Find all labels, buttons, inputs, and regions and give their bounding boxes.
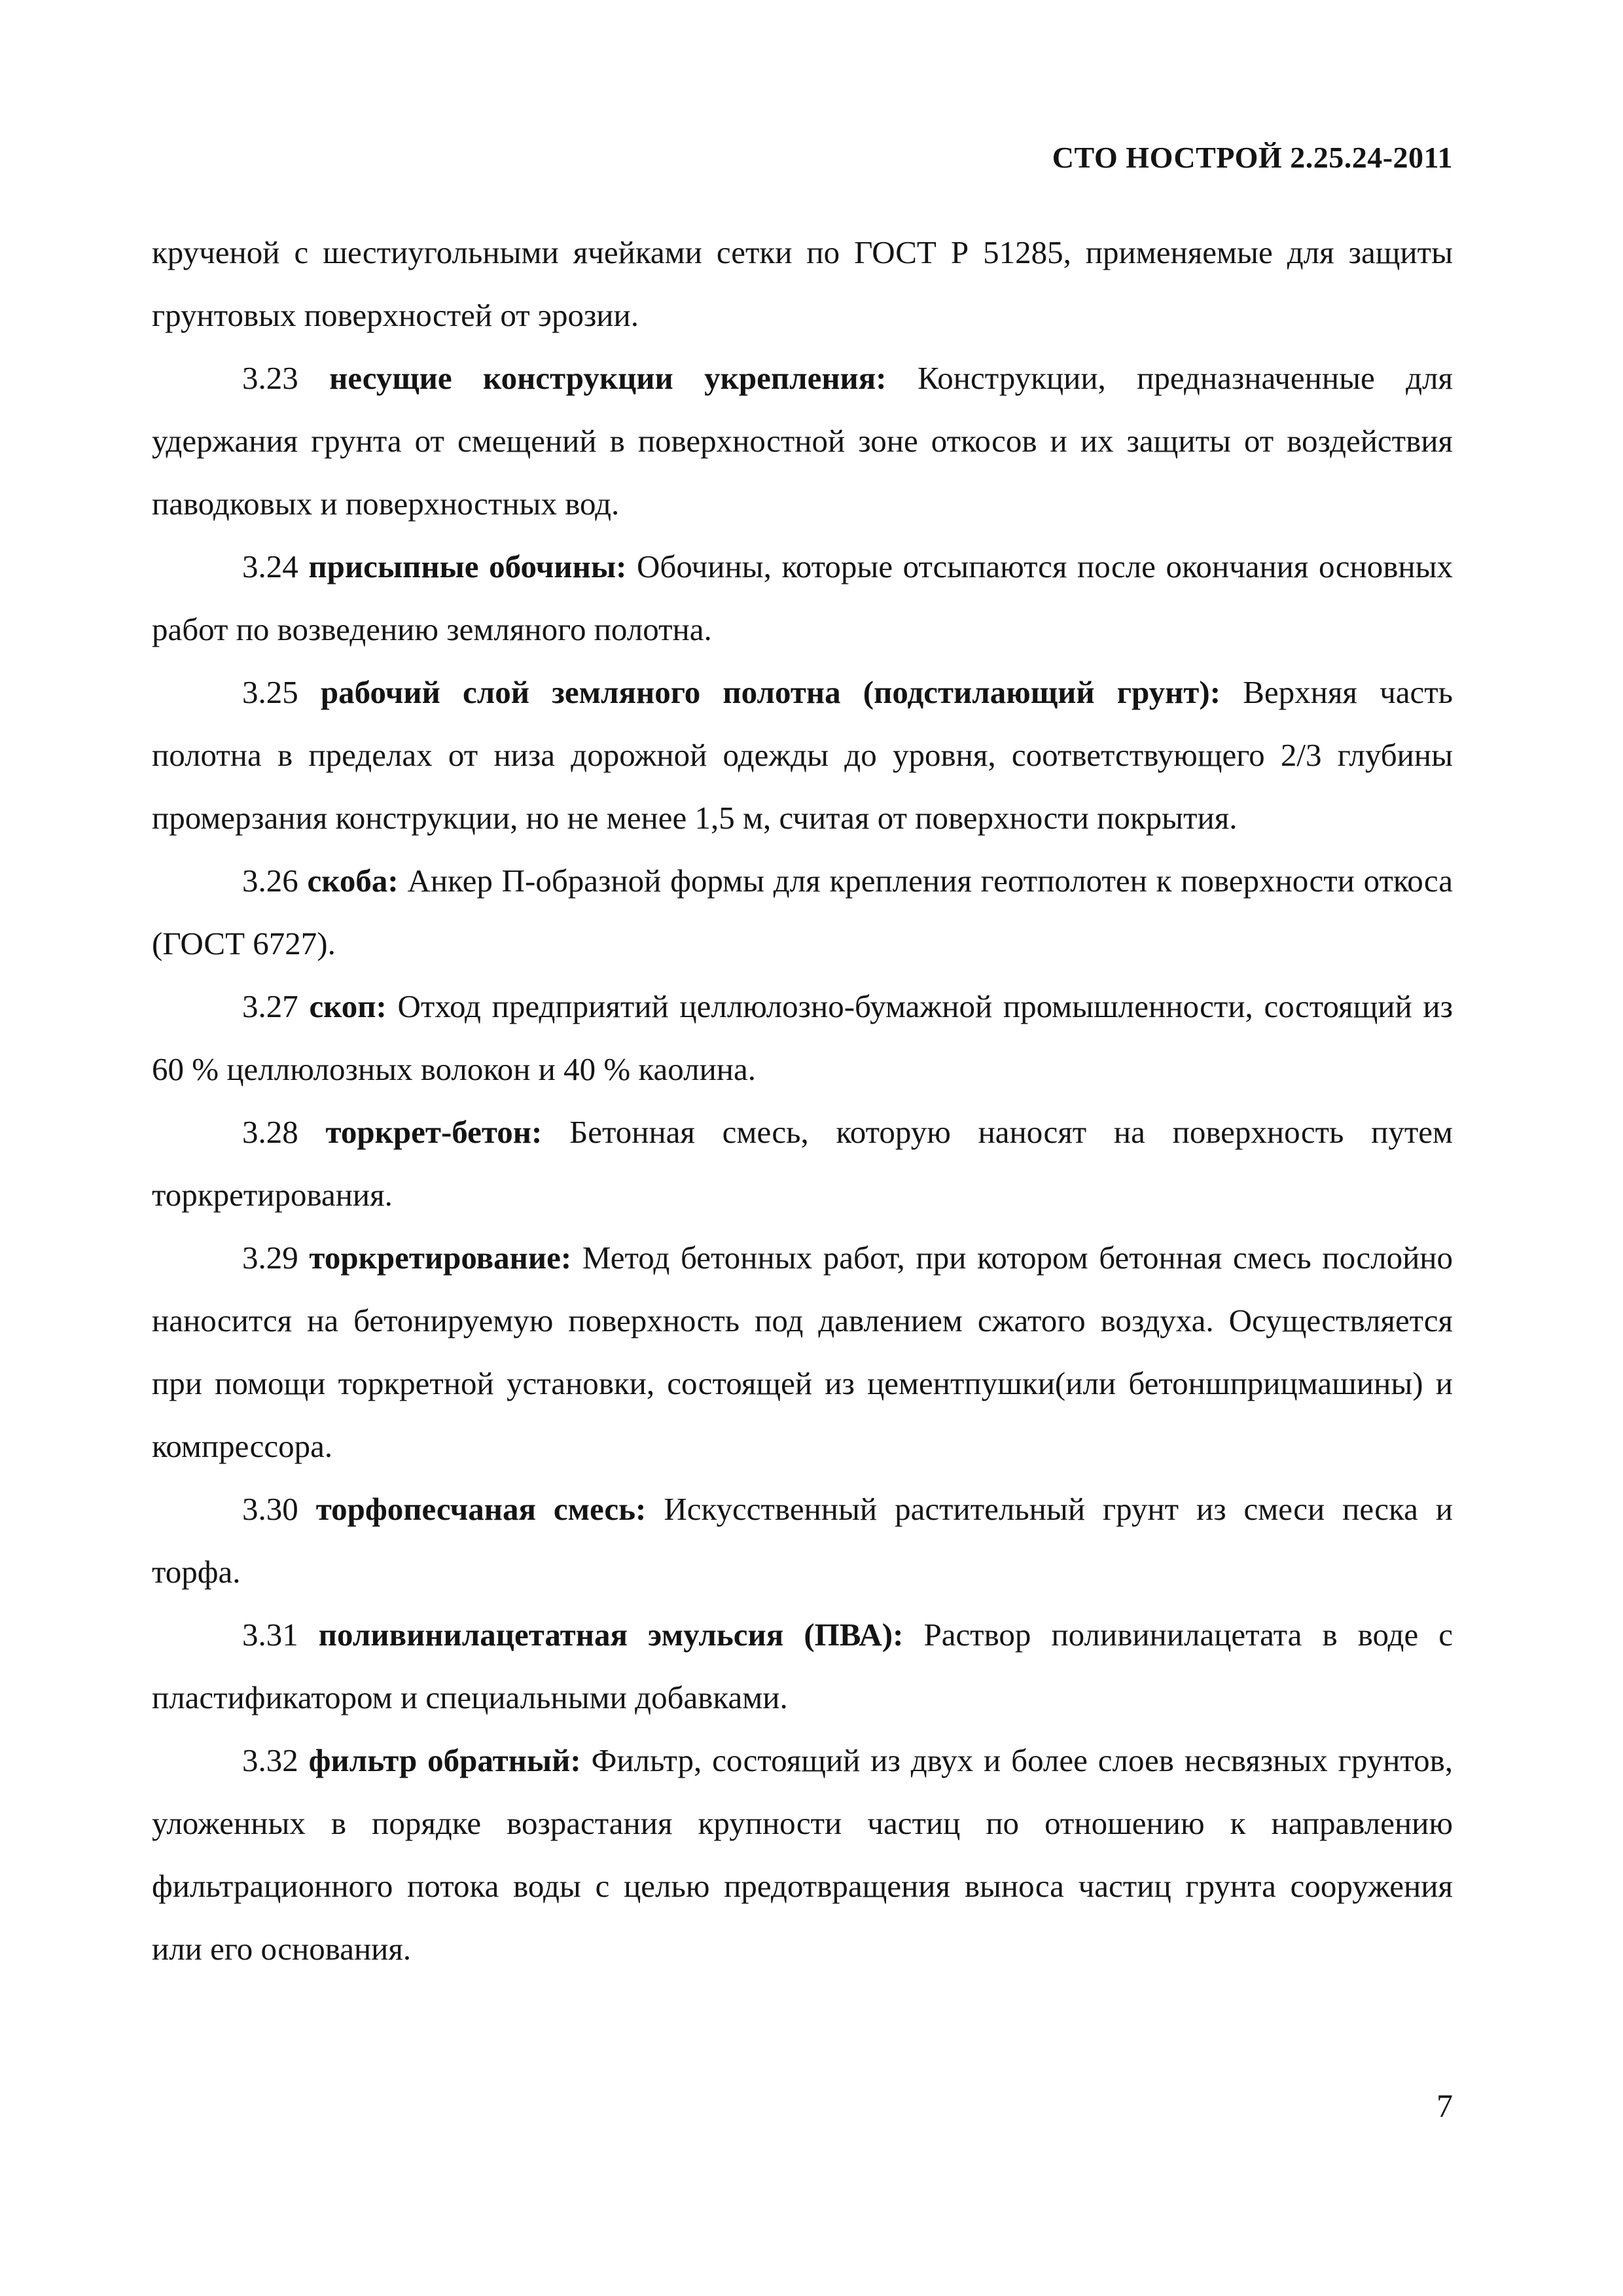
term-text: торкрет-бетон [325,1114,532,1150]
definition-paragraph [152,1227,1453,1478]
definition-paragraph [152,1729,1453,1981]
term-separator: : [616,548,627,584]
definition-paragraph [152,1604,1453,1729]
term-separator: : [376,988,387,1024]
defined-term [329,360,887,396]
document-body [152,221,1453,1981]
definition-paragraph [152,1101,1453,1227]
clause-number: 3.31 [242,1617,298,1653]
definition-paragraph [152,1478,1453,1604]
definition-paragraph [152,347,1453,535]
definition-paragraph [152,535,1453,661]
definition-text: Раствор поливинилацетата в воде с пластификатором и специальными добавками. [152,1617,1453,1715]
defined-term [309,1742,581,1778]
term-separator: : [635,1491,647,1527]
term-text: рабочий слой земляного полотна (подстилающий грунт) [320,674,1210,710]
clause-number: 3.25 [242,674,298,710]
term-text: скоба [307,863,388,899]
term-text: фильтр обратный [308,1742,571,1778]
clause-number: 3.28 [242,1114,298,1150]
definition-text: Бетонная смесь, которую наносят на поверхность путем торкретирования. [152,1114,1453,1213]
term-text: поливинилацетатная эмульсия (ПВА) [318,1617,893,1653]
definition-text: Метод бетонных работ, при котором бетонная смесь послойно наносится на бетонируемую поверхность под давлением сжатого воздуха. Осуществляется при помощи торкретной установки, состоящей из цементпушки(или бетоншприцмашины) и компрессора. [152,1240,1454,1464]
term-text: торкретирование [309,1240,561,1276]
defined-term [316,1491,647,1527]
definition-text: Искусственный растительный грунт из смеси песка и торфа. [152,1491,1454,1590]
term-separator: : [893,1617,904,1653]
definition-text: Конструкции, предназначенные для удержания грунта от смещений в поверхностной зоне откосов и их защиты от воздействия паводковых и поверхностных вод. [152,360,1454,522]
definition-paragraph [152,850,1453,975]
term-text: несущие конструкции укрепления [329,360,876,396]
definition-text: Верхняя часть полотна в пределах от низа дорожной одежды до уровня, соответствующего 2/3 глубины промерзания конструкции, но не менее 1,5 м, считая от поверхности покрытия. [152,674,1453,836]
definition-paragraph [152,661,1453,850]
definition-text: Анкер П-образной формы для крепления геотполотен к поверхности откоса (ГОСТ 6727). [152,863,1454,961]
defined-term [319,1617,904,1653]
term-separator: : [531,1114,543,1150]
term-separator: : [570,1742,581,1778]
clause-number: 3.26 [242,863,298,899]
clause-number: 3.27 [242,988,298,1024]
term-separator: : [560,1240,572,1276]
clause-number: 3.30 [242,1491,298,1527]
defined-term [321,674,1221,710]
definition-text: Обочины, которые отсыпаются после окончания основных работ по возведению земляного полотна. [152,548,1454,647]
clause-number: 3.24 [242,548,298,584]
term-text: присыпные обочины [308,548,616,584]
defined-term [309,988,386,1024]
clause-number: 3.29 [242,1240,298,1276]
term-separator: : [1209,674,1221,710]
defined-term [308,548,626,584]
defined-term [309,1240,571,1276]
clause-number: 3.23 [242,360,298,396]
defined-term [325,1114,542,1150]
definition-paragraph [152,975,1453,1101]
definition-text: Фильтр, состоящий из двух и более слоев несвязных грунтов, уложенных в порядке возрастания крупности частиц по отношению к направлению фильтрационного потока воды с целью предотвращения выноса частиц грунта сооружения или его основания. [152,1742,1454,1967]
term-separator: : [387,863,399,899]
definition-text: Отход предприятий целлюлозно-бумажной промышленности, состоящий из 60 % целлюлозных волокон и 40 % каолина. [152,988,1454,1087]
continuation-paragraph: крученой с шестиугольными ячейками сетки по ГОСТ Р 51285, применяемые для защиты грунтовых поверхностей от эрозии. [152,234,1453,333]
term-text: торфопесчаная смесь [315,1491,636,1527]
term-separator: : [876,360,887,396]
defined-term [308,863,399,899]
term-text: скоп [309,988,376,1024]
document-code-header: СТО НОСТРОЙ 2.25.24-2011 [1052,141,1453,174]
clause-number: 3.32 [242,1742,298,1778]
page-number: 7 [1436,2087,1453,2124]
